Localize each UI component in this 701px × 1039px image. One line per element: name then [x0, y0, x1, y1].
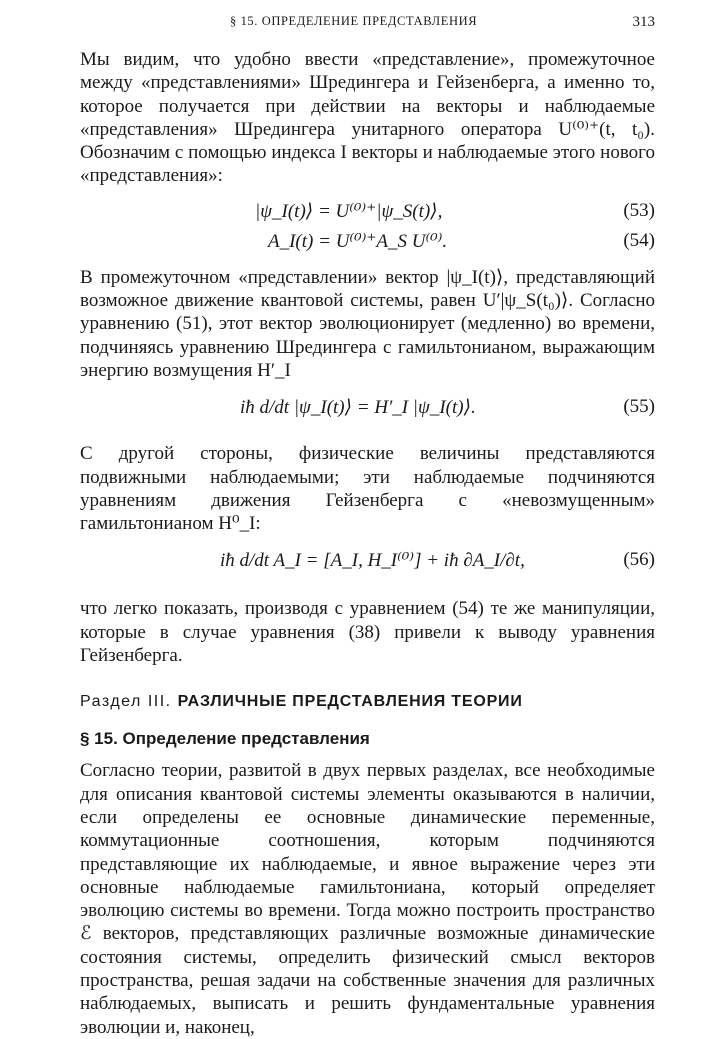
- equation-54-body: A_I(t) = U⁽⁰⁾⁺A_S U⁽⁰⁾.: [268, 230, 448, 252]
- equation-53: [80, 196, 655, 226]
- equation-55-body: iħ d/dt |ψ_I(t)⟩ = H′_I |ψ_I(t)⟩.: [240, 397, 476, 419]
- equation-53-body: |ψ_I(t)⟩ = U⁽⁰⁾⁺|ψ_S(t)⟩,: [255, 200, 443, 222]
- section-heading: § 15. Определение представления: [80, 729, 370, 749]
- equation-53-number: (53): [623, 199, 655, 221]
- page-number: 313: [632, 14, 655, 30]
- equation-56: [80, 535, 655, 585]
- equation-55: [80, 382, 655, 432]
- paragraph-4: что легко показать, производя с уравнением (54) те же манипуляции, которые в случае уравнения (38) привели к выводу уравнения Гейзенберга.: [80, 598, 655, 667]
- equation-54: [80, 226, 655, 256]
- part-heading-title: РАЗЛИЧНЫЕ ПРЕДСТАВЛЕНИЯ ТЕОРИИ: [177, 693, 523, 711]
- page-content: [80, 48, 655, 1039]
- paragraph-3: С другой стороны, физические величины представляются подвижными наблюдаемыми; эти наблюдаемые подчиняются уравнениям движения Гейзенберга с «невозмущенным» гамильтонианом H⁰_I:: [80, 443, 655, 535]
- running-head-title: § 15. ОПРЕДЕЛЕНИЕ ПРЕДСТАВЛЕНИЯ: [230, 14, 478, 28]
- equation-56-body: iħ d/dt A_I = [A_I, H_I⁽⁰⁾] + iħ ∂A_I/∂t,: [220, 550, 525, 572]
- paragraph-1: Мы видим, что удобно ввести «представление», промежуточное между «представлениями» Шредингера и Гейзенберга, а именно то, которое получается при действии на векторы и наблюдаемые «представления» Шредингера унитарного оператора U⁽⁰⁾⁺(t, t₀). Обозначим с помощью индекса I векторы и наблюдаемые этого нового «представления»:: [80, 49, 655, 187]
- equation-54-number: (54): [623, 229, 655, 251]
- part-heading-label: Раздел III.: [80, 693, 172, 711]
- part-heading: [80, 693, 655, 711]
- paragraph-2: В промежуточном «представлении» вектор |ψ_I(t)⟩, представляющий возможное движение квантовой системы, равен U′|ψ_S(t₀)⟩. Согласно уравнению (51), этот вектор эволюционирует (медленно) во времени, подчиняясь уравнению Шредингера с гамильтонианом, выражающим энергию возмущения H′_I: [80, 266, 655, 381]
- paragraph-5: Согласно теории, развитой в двух первых разделах, все необходимые для описания квантовой системы элементы оказываются в наличии, если определены ее основные динамические переменные, коммутационные соотношения, которым подчиняются представляющие их наблюдаемые, и явное выражение через эти основные наблюдаемые гамильтониана, который определяет эволюцию системы во времени. Тогда можно построить пространство ℰ векторов, представляющих различные возможные динамические состояния системы, определить физический смысл векторов пространства, решая задачи на собственные значения для различных наблюдаемых, выписать и решить фундаментальные уравнения эволюции и, наконец,: [80, 760, 655, 1038]
- equation-55-number: (55): [623, 396, 655, 418]
- equation-56-number: (56): [623, 549, 655, 571]
